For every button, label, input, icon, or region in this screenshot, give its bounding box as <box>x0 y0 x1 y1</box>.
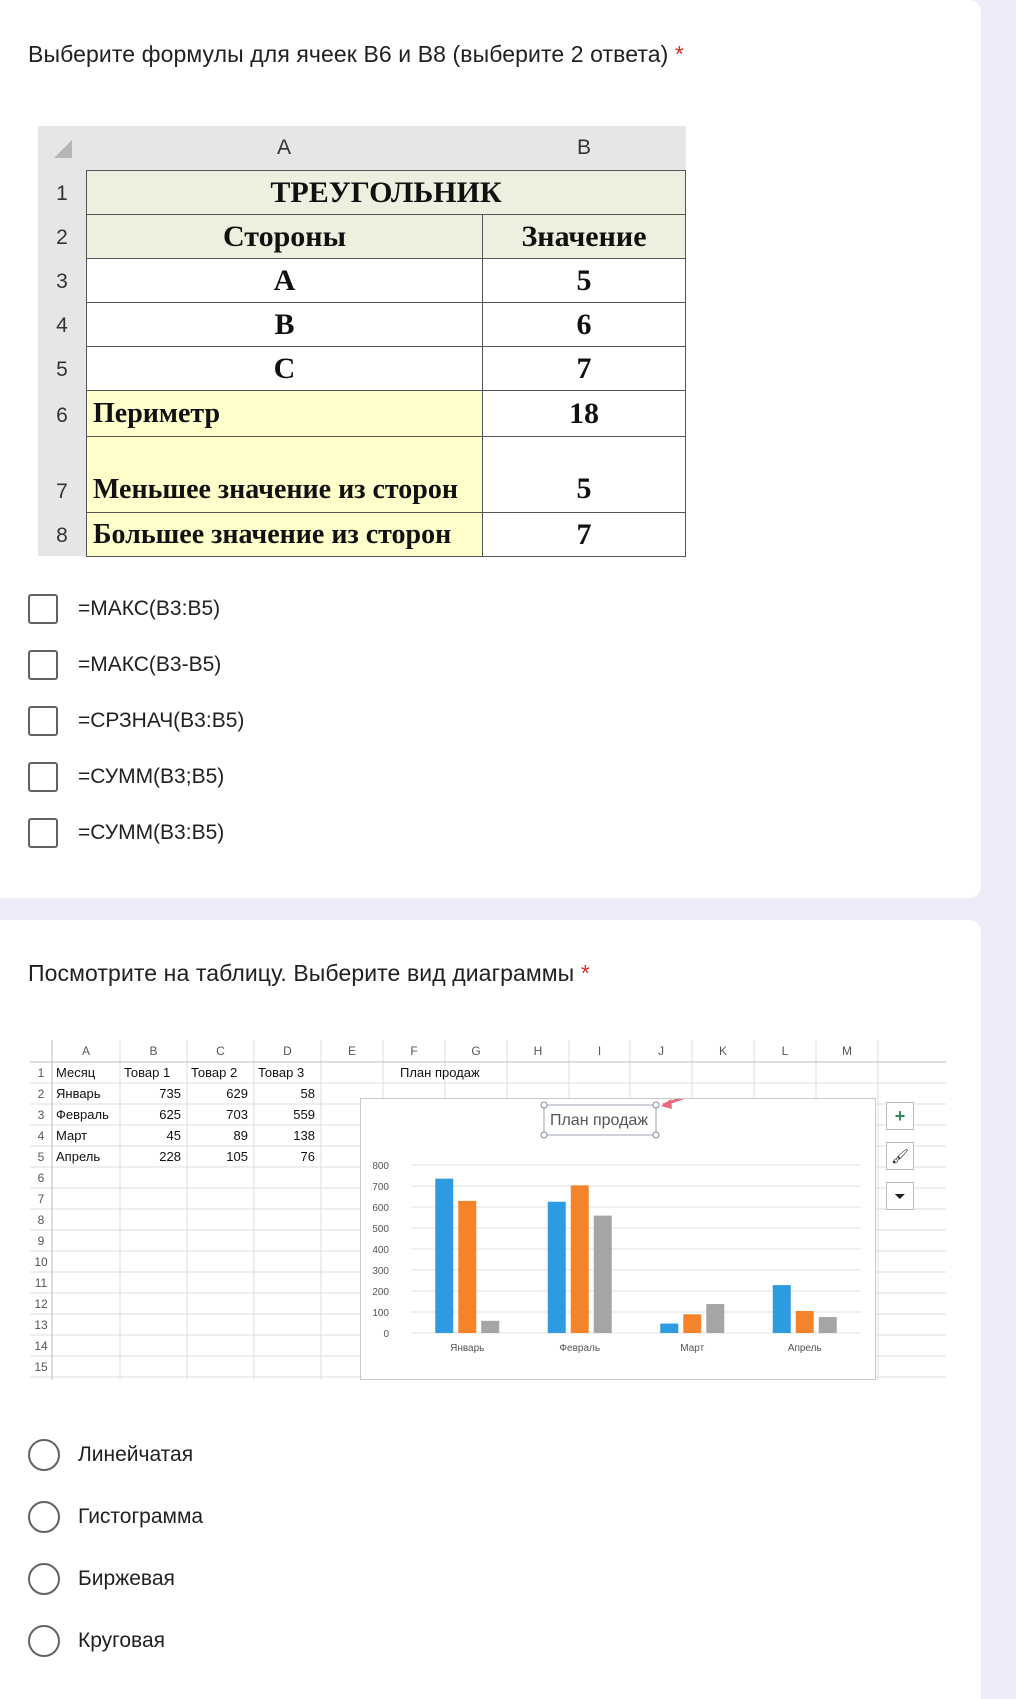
value-cell: 703 <box>226 1107 248 1122</box>
checkbox-option-1[interactable] <box>28 594 220 624</box>
row-number: 3 <box>37 1107 45 1122</box>
bar-товар-2-1 <box>571 1185 589 1333</box>
selection-handle <box>653 1102 659 1108</box>
side-value-cell: 7 <box>482 346 686 391</box>
side-value-cell: 6 <box>482 302 686 347</box>
row-number: 8 <box>37 1212 45 1227</box>
option-label: =МАКС(B3-B5) <box>78 653 222 676</box>
col-header-i: I <box>597 1044 602 1058</box>
perimeter-label-cell: Периметр <box>86 390 483 437</box>
col-header-d: D <box>283 1044 292 1058</box>
header-sides-cell: Стороны <box>86 214 483 259</box>
row-number: 6 <box>37 1170 45 1185</box>
col-header-b: B <box>149 1044 158 1058</box>
chart-filter-button[interactable]: ⏷ <box>886 1182 914 1210</box>
y-tick-label: 0 <box>383 1329 389 1340</box>
option-label: =МАКС(B3:B5) <box>78 597 221 620</box>
bar-товар-1-0 <box>435 1179 453 1333</box>
value-cell: 629 <box>226 1086 248 1101</box>
value-cell: 138 <box>293 1128 315 1143</box>
y-tick-label: 300 <box>372 1266 389 1277</box>
radio-button[interactable] <box>28 1563 60 1595</box>
row-number: 14 <box>34 1338 48 1353</box>
question-text: Посмотрите на таблицу. Выберите вид диаграммы <box>28 960 575 986</box>
side-label-cell: C <box>86 346 483 391</box>
y-tick-label: 400 <box>372 1245 389 1256</box>
col-header-l: L <box>781 1044 789 1058</box>
checkbox-option-5[interactable] <box>28 818 224 848</box>
row-number: 5 <box>37 1149 45 1164</box>
sales-sheet-image <box>30 1040 946 1380</box>
min-label-cell: Меньшее значение из сторон <box>86 436 483 513</box>
header-product2: Товар 2 <box>191 1065 238 1080</box>
value-cell: 735 <box>159 1086 181 1101</box>
value-cell: 58 <box>300 1086 315 1101</box>
min-value-cell: 5 <box>482 436 686 513</box>
selection-handle <box>541 1132 547 1138</box>
bar-товар-2-3 <box>796 1311 814 1333</box>
value-cell: 89 <box>233 1128 248 1143</box>
x-tick-label: Февраль <box>559 1343 601 1354</box>
side-label-cell: B <box>86 302 483 347</box>
question-text: Выберите формулы для ячеек B6 и B8 (выберите 2 ответа) <box>28 41 669 67</box>
row-number: 12 <box>34 1296 48 1311</box>
checkbox-option-4[interactable] <box>28 762 224 792</box>
bar-товар-3-0 <box>481 1321 499 1333</box>
col-header-a: A <box>86 126 482 170</box>
radio-option-4[interactable] <box>28 1625 165 1657</box>
sheet-title-cell: ТРЕУГОЛЬНИК <box>86 170 686 215</box>
row-number: 2 <box>37 1086 45 1101</box>
row-number: 7 <box>37 1191 45 1206</box>
col-header-m: M <box>842 1044 852 1058</box>
col-header-k: K <box>718 1044 727 1058</box>
row-number: 15 <box>34 1359 48 1374</box>
col-header-g: G <box>471 1044 481 1058</box>
radio-option-2[interactable] <box>28 1501 203 1533</box>
bar-товар-1-2 <box>660 1324 678 1333</box>
chart-title: План продаж <box>549 1112 649 1129</box>
side-label-cell: A <box>86 258 483 303</box>
bar-товар-1-3 <box>773 1285 791 1333</box>
side-value-cell: 5 <box>482 258 686 303</box>
row-number: 1 <box>37 1065 45 1080</box>
col-header-a: A <box>81 1044 90 1058</box>
chart-area[interactable] <box>360 1098 876 1380</box>
checkbox[interactable] <box>28 818 58 848</box>
option-label: Биржевая <box>78 1567 175 1590</box>
bar-товар-3-3 <box>819 1317 837 1333</box>
chart-style-button[interactable]: 🖌 <box>886 1142 914 1170</box>
col-header-b: B <box>482 126 686 170</box>
radio-option-3[interactable] <box>28 1563 175 1595</box>
option-label: =СУММ(B3:B5) <box>78 821 225 844</box>
row-number: 4 <box>38 302 86 346</box>
value-cell: 625 <box>159 1107 181 1122</box>
radio-button[interactable] <box>28 1625 60 1657</box>
header-value-cell: Значение <box>482 214 686 259</box>
max-value-cell: 7 <box>482 512 686 557</box>
perimeter-value-cell: 18 <box>482 390 686 437</box>
y-tick-label: 500 <box>372 1224 389 1235</box>
row-number: 8 <box>38 512 86 556</box>
radio-option-1[interactable] <box>28 1439 193 1471</box>
month-cell: Январь <box>56 1086 101 1101</box>
bar-товар-3-2 <box>706 1304 724 1333</box>
required-asterisk: * <box>580 960 590 986</box>
question-title-1 <box>28 39 684 69</box>
y-tick-label: 800 <box>372 1161 389 1172</box>
col-header-f: F <box>410 1044 418 1058</box>
row-number: 10 <box>34 1254 48 1269</box>
option-label: =СРЗНАЧ(B3:B5) <box>78 709 245 732</box>
select-all-corner <box>38 126 86 170</box>
col-header-c: C <box>216 1044 225 1058</box>
row-number: 9 <box>37 1233 45 1248</box>
value-cell: 228 <box>159 1149 181 1164</box>
month-cell: Февраль <box>56 1107 109 1122</box>
value-cell: 105 <box>226 1149 248 1164</box>
month-cell: Март <box>56 1128 88 1143</box>
bar-товар-3-1 <box>594 1216 612 1333</box>
y-tick-label: 100 <box>372 1308 389 1319</box>
row-number: 6 <box>38 390 86 436</box>
triangle-sheet-image <box>38 126 686 566</box>
option-label: Круговая <box>78 1629 166 1652</box>
x-tick-label: Март <box>680 1343 705 1354</box>
required-asterisk: * <box>674 41 684 67</box>
add-chart-element-button[interactable]: + <box>886 1102 914 1130</box>
col-header-h: H <box>533 1044 543 1058</box>
radio-button[interactable] <box>28 1501 60 1533</box>
option-label: =СУММ(B3;B5) <box>78 765 225 788</box>
plan-label-cell: План продаж <box>400 1065 480 1080</box>
header-month: Месяц <box>56 1065 96 1080</box>
value-cell: 76 <box>300 1149 315 1164</box>
selection-handle <box>653 1132 659 1138</box>
checkbox-option-3[interactable] <box>28 706 244 736</box>
y-tick-label: 200 <box>372 1287 389 1298</box>
radio-button[interactable] <box>28 1439 60 1471</box>
row-number: 3 <box>38 258 86 302</box>
y-tick-label: 700 <box>372 1182 389 1193</box>
checkbox-option-2[interactable] <box>28 650 221 680</box>
checkbox[interactable] <box>28 706 58 736</box>
question-title-2 <box>28 958 590 988</box>
checkbox[interactable] <box>28 762 58 792</box>
x-tick-label: Апрель <box>787 1343 822 1354</box>
value-cell: 559 <box>293 1107 315 1122</box>
option-label: Гистограмма <box>78 1505 204 1528</box>
selection-handle <box>541 1102 547 1108</box>
max-label-cell: Большее значение из сторон <box>86 512 483 557</box>
bar-товар-2-2 <box>683 1314 701 1333</box>
row-number: 4 <box>37 1128 45 1143</box>
header-product3: Товар 3 <box>258 1065 305 1080</box>
row-number: 7 <box>38 436 86 512</box>
row-number: 1 <box>38 170 86 214</box>
y-tick-label: 600 <box>372 1203 389 1214</box>
row-number: 11 <box>34 1275 48 1290</box>
row-number: 2 <box>38 214 86 258</box>
header-product1: Товар 1 <box>124 1065 171 1080</box>
option-label: Линейчатая <box>78 1443 194 1466</box>
checkbox[interactable] <box>28 594 58 624</box>
col-header-e: E <box>347 1044 356 1058</box>
checkbox[interactable] <box>28 650 58 680</box>
x-tick-label: Январь <box>450 1343 485 1354</box>
bar-товар-1-1 <box>548 1202 566 1333</box>
bar-товар-2-0 <box>458 1201 476 1333</box>
row-number: 5 <box>38 346 86 390</box>
column-chart <box>361 1099 877 1380</box>
row-number: 13 <box>34 1317 48 1332</box>
value-cell: 45 <box>166 1128 181 1143</box>
col-header-j: J <box>658 1044 664 1058</box>
month-cell: Апрель <box>56 1149 101 1164</box>
